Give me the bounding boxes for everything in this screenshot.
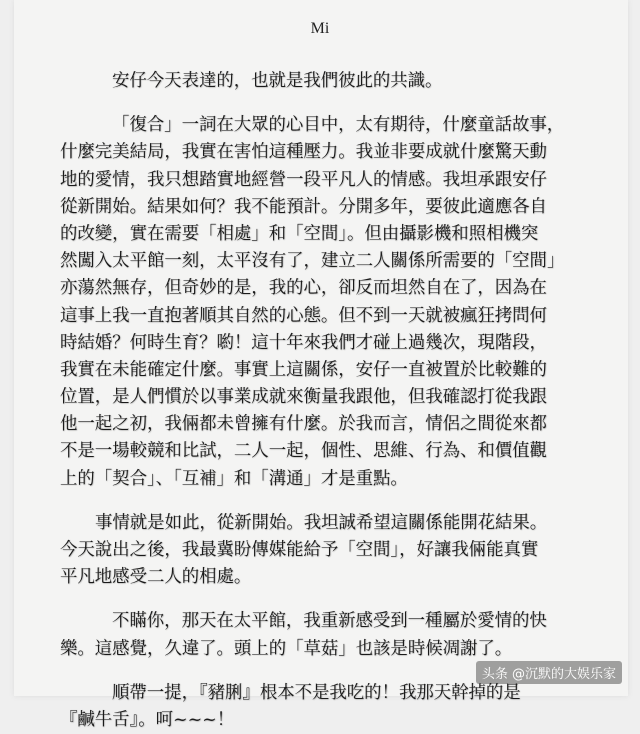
paragraph-5-line-1: 順帶一提，『豬脷』根本不是我吃的！我那天幹掉的是 (112, 682, 521, 703)
paragraph-2-line-6: 然闖入太平館一刻，太平沒有了，建立二人關係所需要的「空間」 (60, 251, 565, 272)
paragraph-2-line-11: 位置，是人們慣於以事業成就來衡量我跟他，但我確認打從我跟 (60, 387, 547, 408)
paragraph-2-line-13: 不是一場較競和比試，二人一起，個性、思維、行為、和價值觀 (60, 441, 547, 462)
paragraph-2-line-2: 什麼完美結局，我實在害怕這種壓力。我並非要成就什麼驚天動 (60, 142, 547, 163)
paragraph-2-line-14: 上的「契合」、「互補」和「溝通」才是重點。 (60, 468, 408, 489)
page-title: Mi (310, 20, 330, 37)
paragraph-2-line-8: 這事上我一直抱著順其自然的心態。但不到一天就被瘋狂拷問何 (60, 305, 547, 326)
paragraph-2-line-12: 他一起之初，我倆都未曾擁有什麼。於我而言，情侶之間從來都 (60, 414, 547, 435)
paragraph-1-line-1: 安仔今天表達的，也就是我們彼此的共識。 (112, 71, 443, 91)
paragraph-3-line-1: 事情就是如此，從新開始。我坦誠希望這關係能開花結果。 (95, 512, 548, 533)
paragraph-2-line-5: 的改變，實在需要「相處」和「空間」。但由攝影機和照相機突 (60, 223, 539, 244)
watermark: 头条 @沉默的大娱乐家 (476, 661, 622, 684)
letter-body (60, 68, 600, 734)
paragraph-2-line-4: 從新開始。結果如何？我不能預計。分開多年，要彼此適應各自 (60, 196, 547, 217)
paragraph-2-line-1: 「復合」一詞在大眾的心目中，太有期待，什麼童話故事， (112, 115, 565, 136)
paragraph-2-line-10: 我實在未能確定什麼。事實上這關係，安仔一直被置於比較難的 (60, 359, 547, 380)
paragraph-3-line-2: 今天說出之後，我最冀盼傳媒能給予「空間」，好讓我倆能真實 (60, 540, 539, 560)
paragraph-3-line-3: 平凡地感受二人的相處。 (60, 567, 252, 588)
paragraph-2-line-9: 時結婚？何時生育？喲！這十年來我們才碰上過幾次，現階段， (60, 332, 547, 353)
paragraph-4-line-2: 樂。這感覺，久違了。頭上的「草菇」也該是時候凋謝了。 (60, 638, 513, 659)
paragraph-4-line-1: 不瞞你，那天在太平館，我重新感受到一種屬於愛情的快 (112, 611, 547, 632)
paragraph-5-line-2: 『鹹牛舌』。呵~~~！ (60, 709, 235, 730)
paragraph-2-line-3: 地的愛情，我只想踏實地經營一段平凡人的情感。我坦承跟安仔 (60, 169, 547, 190)
paragraph-2-line-7: 亦蕩然無存，但奇妙的是，我的心，卻反而坦然自在了，因為在 (60, 278, 547, 299)
